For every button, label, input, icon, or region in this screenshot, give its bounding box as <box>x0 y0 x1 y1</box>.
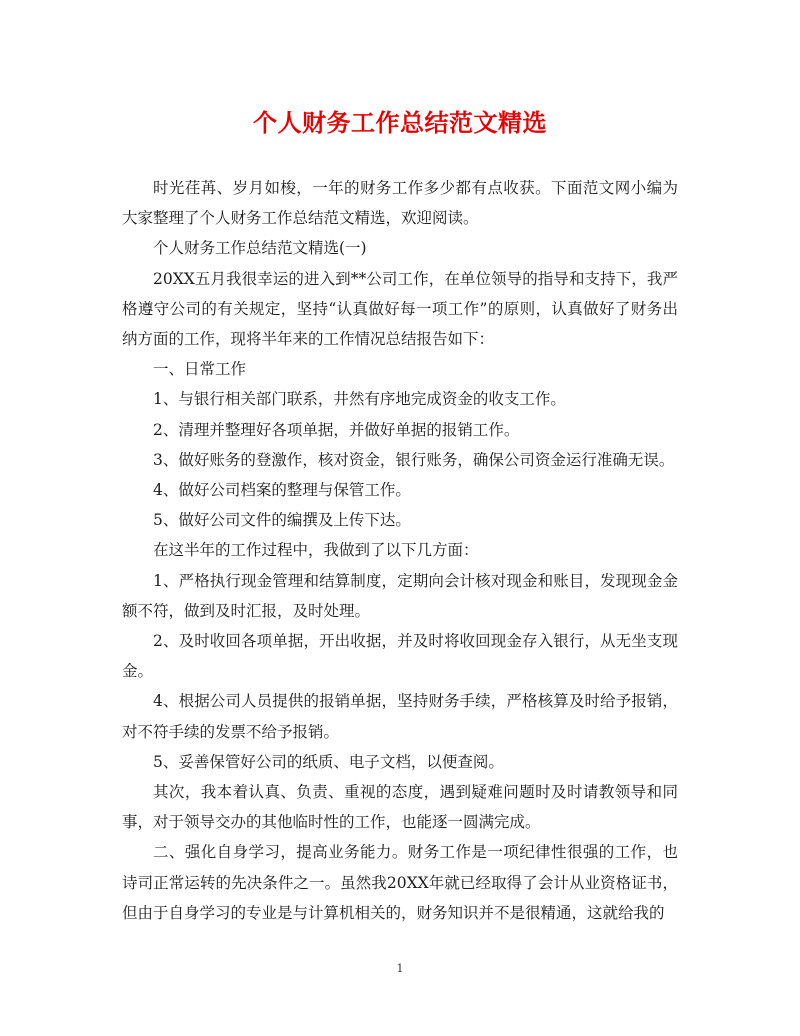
list-item: 3、做好账务的登激作，核对资金，银行账务，确保公司资金运行准确无误。 <box>153 450 675 469</box>
list-item: 2、及时收回各项单据，开出收据，并及时将收回现金存入银行，从无坐支现金。 <box>122 632 678 681</box>
document-body <box>122 173 678 928</box>
body-paragraph: 其次，我本着认真、负责、重视的态度，遇到疑难问题时及时请教领导和同事，对于领导交办的其他临时性的工作，也能逐一圆满完成。 <box>122 783 678 832</box>
document-title: 个人财务工作总结范文精选 <box>253 108 547 137</box>
section-heading-1: 个人财务工作总结范文精选(一) <box>153 239 367 258</box>
list-item: 2、清理并整理好各项单据，并做好单据的报销工作。 <box>153 420 520 439</box>
list-item: 1、与银行相关部门联系，井然有序地完成资金的收支工作。 <box>153 390 566 409</box>
list-item: 4、根据公司人员提供的报销单据，坚持财务手续，严格核算及时给予报销，对不符手续的发票不给予报销。 <box>122 692 678 741</box>
list-item: 5、做好公司文件的编撰及上传下达。 <box>153 511 411 530</box>
page-number: 1 <box>396 962 404 975</box>
body-paragraph: 20XX五月我很幸运的进入到**公司工作，在单位领导的指导和支持下，我严格遵守公司的有关规定，坚持“认真做好每一项工作”的原则，认真做好了财务出纳方面的工作，现将半年来的工作情况总结报告如下： <box>122 269 678 349</box>
body-paragraph: 在这半年的工作过程中，我做到了以下几方面： <box>153 541 479 560</box>
subheading-daily-work: 一、日常工作 <box>153 360 247 379</box>
body-paragraph: 二、强化自身学习，提高业务能力。财务工作是一项纪律性很强的工作，也诗司正常运转的先决条件之一。虽然我20XX年就已经取得了会计从业资格证书，但由于自身学习的专业是与计算机相关的，财务知识并不是很精通，这就给我的 <box>122 843 678 922</box>
list-item: 4、做好公司档案的整理与保管工作。 <box>153 481 411 500</box>
list-item: 1、严格执行现金管理和结算制度，定期向会计核对现金和账目，发现现金金额不符，做到及时汇报，及时处理。 <box>122 571 678 620</box>
list-item: 5、妥善保管好公司的纸质、电子文档，以便查阅。 <box>153 752 504 771</box>
intro-paragraph: 时光荏苒、岁月如梭，一年的财务工作多少都有点收获。下面范文网小编为大家整理了个人财务工作总结范文精选，欢迎阅读。 <box>122 179 678 228</box>
